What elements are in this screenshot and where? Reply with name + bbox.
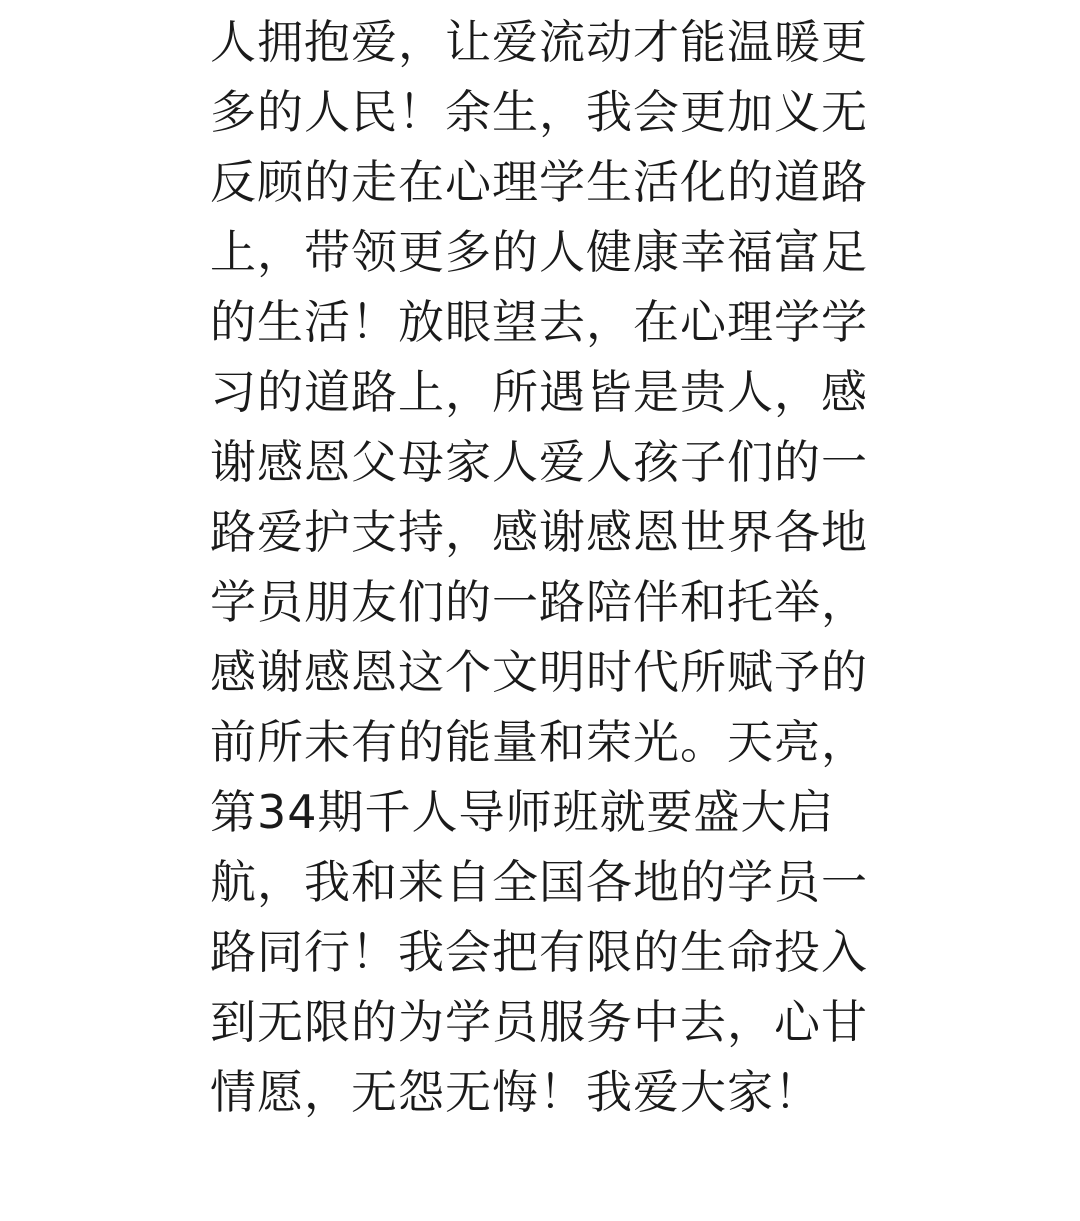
text-line: 学员朋友们的一路陪伴和托举， <box>210 575 868 629</box>
text-line: 习的道路上，所遇皆是贵人，感 <box>210 365 868 419</box>
text-line: 人拥抱爱，让爱流动才能温暖更 <box>210 15 868 69</box>
text-line: 谢感恩父母家人爱人孩子们的一 <box>210 435 868 489</box>
text-line: 路同行！我会把有限的生命投入 <box>210 925 868 979</box>
text-line: 感谢感恩这个文明时代所赋予的 <box>210 645 868 699</box>
text-line: 到无限的为学员服务中去，心甘 <box>210 995 868 1049</box>
text-line: 前所未有的能量和荣光。天亮， <box>210 715 868 769</box>
text-line: 路爱护支持，感谢感恩世界各地 <box>210 505 868 559</box>
text-line: 航，我和来自全国各地的学员一 <box>210 855 868 909</box>
text-line: 上，带领更多的人健康幸福富足 <box>210 225 868 279</box>
text-line: 情愿，无怨无悔！我爱大家！ <box>210 1065 821 1119</box>
text-line: 反顾的走在心理学生活化的道路 <box>210 155 868 209</box>
text-line: 多的人民！余生，我会更加义无 <box>210 85 868 139</box>
text-line: 第34期千人导师班就要盛大启 <box>210 785 835 839</box>
text-line: 的生活！放眼望去，在心理学学 <box>210 295 868 349</box>
